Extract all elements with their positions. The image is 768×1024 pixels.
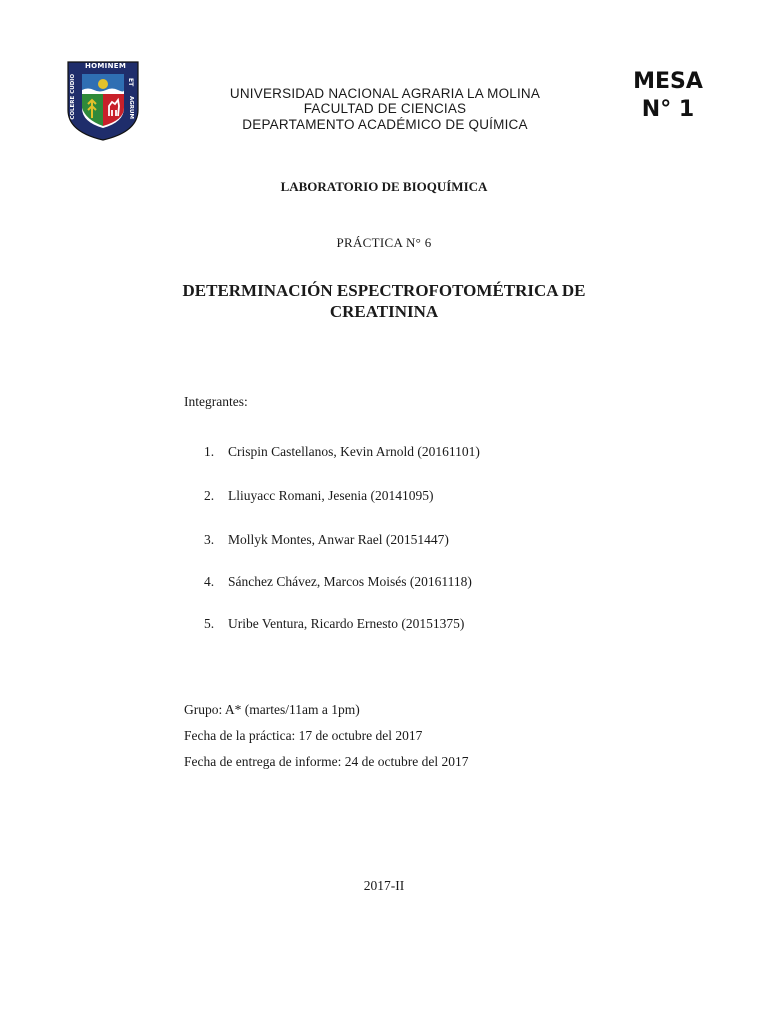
delivery-date: Fecha de entrega de informe: 24 de octubre del 2017: [184, 754, 469, 769]
report-title-line-1: DETERMINACIÓN ESPECTROFOTOMÉTRICA DE: [182, 281, 586, 300]
crest-motto-left: COLERE CUDIO: [70, 74, 76, 120]
member-name: Lliuyacc Romani, Jesenia (20141095): [228, 488, 434, 503]
member-name: Crispin Castellanos, Kevin Arnold (20161101): [228, 444, 480, 459]
department-name: DEPARTAMENTO ACADÉMICO DE QUÍMICA: [242, 117, 528, 132]
group-info: Grupo: A* (martes/11am a 1pm): [184, 702, 360, 717]
faculty-name: FACULTAD DE CIENCIAS: [303, 101, 467, 116]
member-number: 3.: [204, 532, 215, 547]
university-crest-logo: [66, 60, 140, 142]
member-number: 1.: [204, 444, 215, 459]
report-title: [100, 280, 668, 322]
mesa-number: N° 1: [641, 97, 695, 122]
mesa-label: MESA: [633, 69, 703, 94]
practice-date: Fecha de la práctica: 17 de octubre del 2017: [184, 728, 423, 743]
report-title-line-2: CREATININA: [329, 302, 439, 321]
semester: 2017-II: [363, 878, 405, 893]
member-name: Uribe Ventura, Ricardo Ernesto (20151375): [228, 616, 465, 631]
university-name: UNIVERSIDAD NACIONAL AGRARIA LA MOLINA: [229, 86, 541, 101]
member-number: 4.: [204, 574, 215, 589]
member-number: 2.: [204, 488, 215, 503]
crest-motto-right-bottom: AGRUM: [128, 96, 134, 119]
practice-number: PRÁCTICA N° 6: [336, 235, 432, 250]
crest-motto-top: HOMINEM: [85, 62, 127, 70]
members-label: Integrantes:: [184, 394, 248, 409]
member-name: Sánchez Chávez, Marcos Moisés (20161118): [228, 574, 472, 589]
member-name: Mollyk Montes, Anwar Rael (20151447): [228, 532, 449, 547]
member-number: 5.: [204, 616, 215, 631]
laboratory-name: LABORATORIO DE BIOQUÍMICA: [280, 179, 488, 194]
crest-motto-right: ET: [127, 78, 134, 87]
